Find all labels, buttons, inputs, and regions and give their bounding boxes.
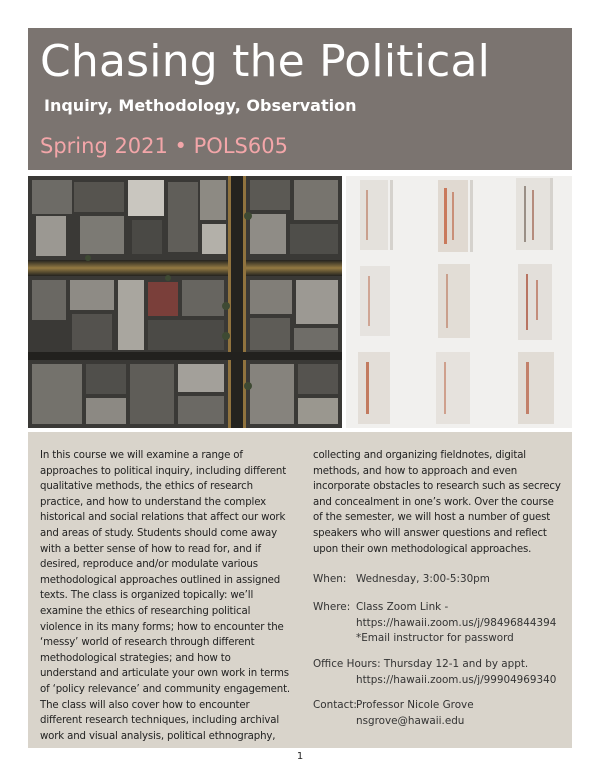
description-line: collecting and organizing fieldnotes, digital xyxy=(313,450,526,461)
description-line: texts. The class is organized topically: we’ll xyxy=(40,590,254,602)
description-line: speakers who will answer questions and reflect xyxy=(313,527,547,539)
office-hours-row xyxy=(313,657,568,688)
fieldnote-grid-photo xyxy=(346,176,572,428)
page-subtitle: Inquiry, Methodology, Observation xyxy=(44,96,357,115)
description-line: practice, and how to understand the complex xyxy=(40,496,267,508)
office-hours-value: Thursday 12-1 and by appt. xyxy=(383,658,529,670)
description-line: The class will also cover how to encounter xyxy=(40,699,250,711)
description-line: qualitative methods, the ethics of research xyxy=(40,481,253,493)
header-banner xyxy=(28,28,572,170)
description-line: with a better sense of how to read for, and if xyxy=(40,543,261,555)
contact-email[interactable]: nsgrove@hawaii.edu xyxy=(356,714,465,727)
description-line: and concealment in one’s work. Over the course xyxy=(313,496,554,508)
description-line: and areas of study. Students should come away xyxy=(40,527,278,539)
description-line: ‘messy’ world of research through different xyxy=(40,637,255,649)
description-line: incorporate obstacles to research such as secrecy xyxy=(313,481,561,493)
description-line: methodological approaches outlined in assigned xyxy=(40,574,281,586)
term-course-code: Spring 2021 • POLS605 xyxy=(40,134,288,158)
description-line: different research techniques, including archival xyxy=(40,715,280,727)
page-number: 1 xyxy=(296,751,304,762)
where-value: Class Zoom Link - xyxy=(356,601,449,613)
description-line: work and visual analysis, political ethnography, xyxy=(40,730,276,742)
contact-label: Contact: xyxy=(313,699,357,711)
when-value: Wednesday, 3:00-5:30pm xyxy=(356,573,490,585)
where-label: Where: xyxy=(313,601,351,613)
office-hours-zoom-link[interactable]: https://hawaii.zoom.us/j/99904969340 xyxy=(356,673,557,686)
description-line: understand and articulate your own work in terms xyxy=(40,668,289,680)
course-description-panel xyxy=(28,432,572,748)
when-row xyxy=(313,572,568,588)
when-label: When: xyxy=(313,573,347,585)
contact-row xyxy=(313,698,568,729)
description-line: examine the ethics of researching political xyxy=(40,605,251,617)
fieldnote-scrolls-illustration xyxy=(346,176,572,428)
description-line: desired, reproduce and/or modulate various xyxy=(40,559,258,571)
description-line: methodological strategies; and how to xyxy=(40,652,231,664)
description-line: of ‘policy relevance’ and community engagement. xyxy=(40,683,291,695)
aerial-city-photo xyxy=(28,176,342,428)
description-line: approaches to political inquiry, including different xyxy=(40,465,287,477)
aerial-city-illustration xyxy=(28,176,342,428)
page-title: Chasing the Political xyxy=(40,36,491,87)
description-line: historical and social relations that affect our work xyxy=(40,512,286,524)
where-zoom-link[interactable]: https://hawaii.zoom.us/j/98496844394 xyxy=(356,616,557,629)
description-line: violence in its many forms; how to encounter the xyxy=(40,621,284,633)
where-password-note: *Email instructor for password xyxy=(356,632,514,645)
office-hours-label: Office Hours: xyxy=(313,658,381,670)
contact-name: Professor Nicole Grove xyxy=(356,699,474,711)
description-right-column xyxy=(313,448,563,557)
description-line: upon their own methodological approaches. xyxy=(313,543,532,555)
description-line: In this course we will examine a range of xyxy=(40,450,243,461)
description-left-column xyxy=(40,448,296,744)
description-line: methods, and how to approach and even xyxy=(313,465,518,477)
where-row xyxy=(313,600,568,647)
description-line: of the semester, we will host a number of guest xyxy=(313,512,551,524)
